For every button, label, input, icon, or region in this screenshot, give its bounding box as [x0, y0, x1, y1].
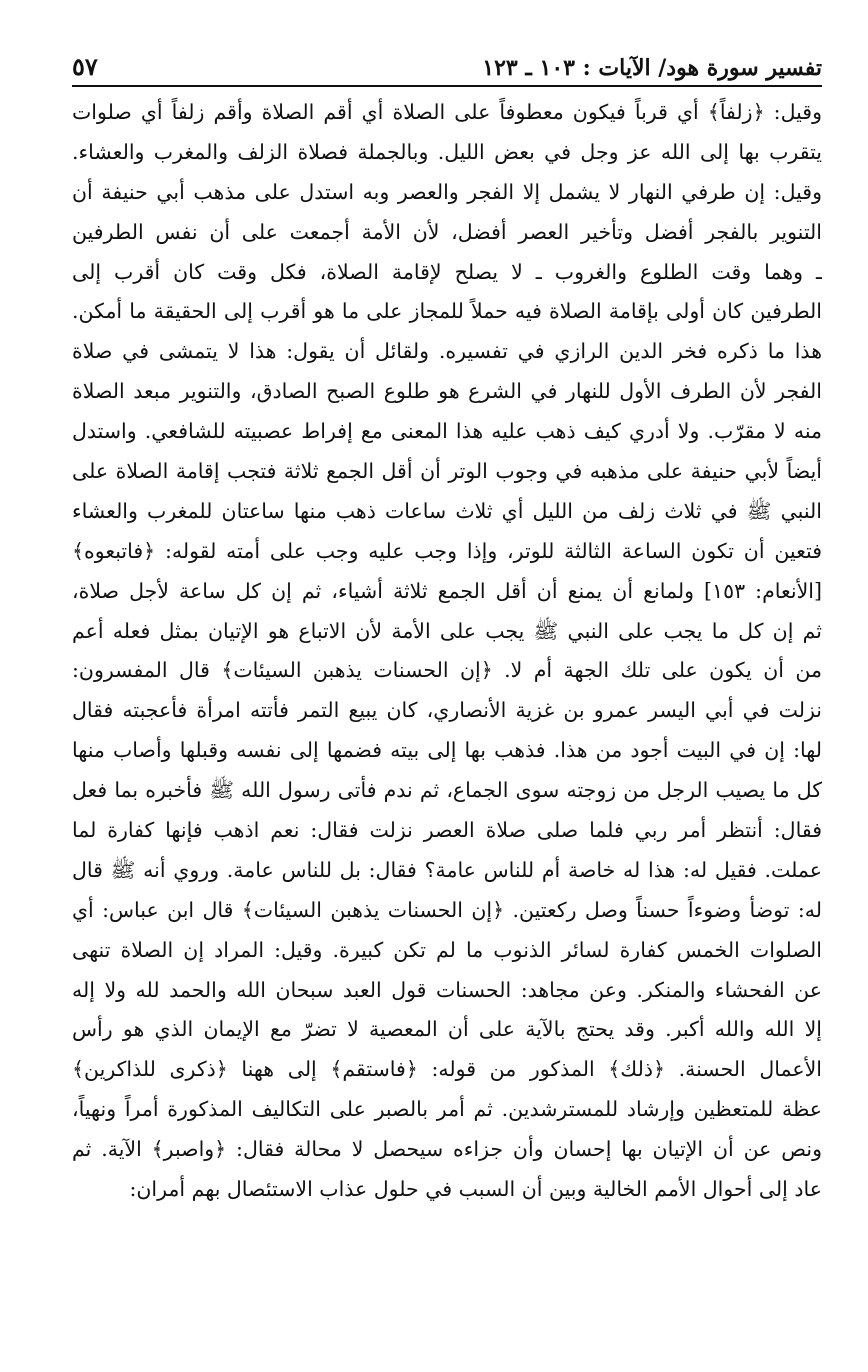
- text-line: يتقرب بها إلى الله عز وجل في بعض الليل. وبالجملة فصلاة الزلف والمغرب والعشاء.: [72, 139, 822, 164]
- text-line: عملت. فقيل له: هذا له خاصة أم للناس عامة؟ فقال: بل للناس عامة. وروي أنه ﷺ قال: [72, 857, 822, 882]
- text-line: الصلوات الخمس كفارة لسائر الذنوب ما لم تكن كبيرة. وقيل: المراد إن الصلاة تنهى: [72, 937, 822, 962]
- text-line: فقال: أنتظر أمر ربي فلما صلى صلاة العصر نزلت فقال: نعم اذهب فإنها كفارة لما: [72, 818, 822, 843]
- text-line: منه لا مقرّب. ولا أدري كيف ذهب عليه هذا المعنى مع إفراط عصبيته للشافعي. واستدل: [72, 419, 822, 444]
- text-line: النبي ﷺ في ثلاث زلف من الليل أي ثلاث ساعات ذهب منها ساعتان للمغرب والعشاء: [72, 498, 822, 523]
- text-line: الأعمال الحسنة. ﴿ذلك﴾ المذكور من قوله: ﴿فاستقم﴾ إلى ههنا ﴿ذكرى للذاكرين﴾: [72, 1057, 822, 1082]
- text-line: له: توضأ وضوءاً حسناً وصل ركعتين. ﴿إن الحسنات يذهبن السيئات﴾ قال ابن عباس: أي: [72, 897, 822, 922]
- body-text: [72, 93, 822, 1210]
- text-line: لها: إن في البيت أجود من هذا. فذهب بها إلى بيته فضمها إلى نفسه وقبلها وأصاب منها: [72, 738, 822, 763]
- text-line: وقيل: ﴿زلفاً﴾ أي قرباً فيكون معطوفاً على الصلاة أي أقم الصلاة وأقم زلفاً أي صلوات: [72, 100, 822, 124]
- text-line: كل ما يصيب الرجل من زوجته سوى الجماع، ثم ندم فأتى رسول الله ﷺ فأخبره بما فعل: [72, 778, 822, 803]
- text-line: وقيل: إن طرفي النهار لا يشمل إلا الفجر والعصر وبه استدل على مذهب أبي حنيفة أن: [72, 179, 822, 204]
- text-line: ثم إن كل ما يجب على النبي ﷺ يجب على الأمة لأن الاتباع هو الإتيان بمثل فعله أعم: [72, 618, 822, 643]
- page: [72, 52, 822, 1210]
- text-line: فتعين أن تكون الساعة الثالثة للوتر، وإذا وجب عليه وجب على أمته لقوله: ﴿فاتبعوه﴾: [72, 538, 822, 563]
- text-line: إلا الله والله أكبر. وقد يحتج بالآية على أن المعصية لا تضرّ مع الإيمان الذي هو رأس: [72, 1017, 822, 1042]
- text-line: أيضاً لأبي حنيفة على مذهبه في وجوب الوتر أن أقل الجمع ثلاثة فتجب إقامة الصلاة على: [72, 459, 822, 484]
- running-header: [72, 52, 822, 87]
- text-line: عاد إلى أحوال الأمم الخالية وبين أن السبب في حلول عذاب الاستئصال بهم أمران:: [129, 1177, 822, 1202]
- text-line: ـ وهما وقت الطلوع والغروب ـ لا يصلح لإقامة الصلاة، فكل وقت كان أقرب إلى: [72, 259, 822, 284]
- text-line: [الأنعام: ١٥٣] ولمانع أن يمنع أن أقل الجمع ثلاثة أشياء، ثم إن كل ساعة لأجل صلاة،: [72, 578, 822, 603]
- page-number: ٥٧: [72, 52, 98, 81]
- text-line: الطرفين كان أولى بإقامة الصلاة فيه حملاً للمجاز على ما هو أقرب إلى الحقيقة ما أمكن.: [72, 299, 822, 324]
- text-line: التنوير بالفجر أفضل وتأخير العصر أفضل، لأن الأمة أجمعت على أن نفس الطرفين: [72, 219, 822, 244]
- text-line: هذا ما ذكره فخر الدين الرازي في تفسيره. ولقائل أن يقول: هذا لا يتمشى في صلاة: [72, 339, 822, 364]
- text-line: نزلت في أبي اليسر عمرو بن غزية الأنصاري، كان يبيع التمر فأتته امرأة فأعجبته فقال: [72, 698, 822, 723]
- running-head-title: تفسير سورة هود/ الآيات : ١٠٣ ـ ١٢٣: [482, 55, 822, 81]
- text-line: الفجر لأن الطرف الأول للنهار في الشرع هو طلوع الصبح الصادق، والتنوير مبعد الصلاة: [72, 379, 822, 404]
- text-line: عن الفحشاء والمنكر. وعن مجاهد: الحسنات قول العبد سبحان الله والحمد لله ولا إله: [72, 977, 822, 1002]
- text-line: عظة للمتعظين وإرشاد للمسترشدين. ثم أمر بالصبر على التكاليف المذكورة أمراً ونهياً،: [72, 1097, 822, 1122]
- text-line: من أن يكون على تلك الجهة أم لا. ﴿إن الحسنات يذهبن السيئات﴾ قال المفسرون:: [72, 658, 822, 683]
- text-line: ونص عن أن الإتيان بها إحسان وأن جزاءه سيحصل لا محالة فقال: ﴿واصبر﴾ الآية. ثم: [72, 1137, 822, 1162]
